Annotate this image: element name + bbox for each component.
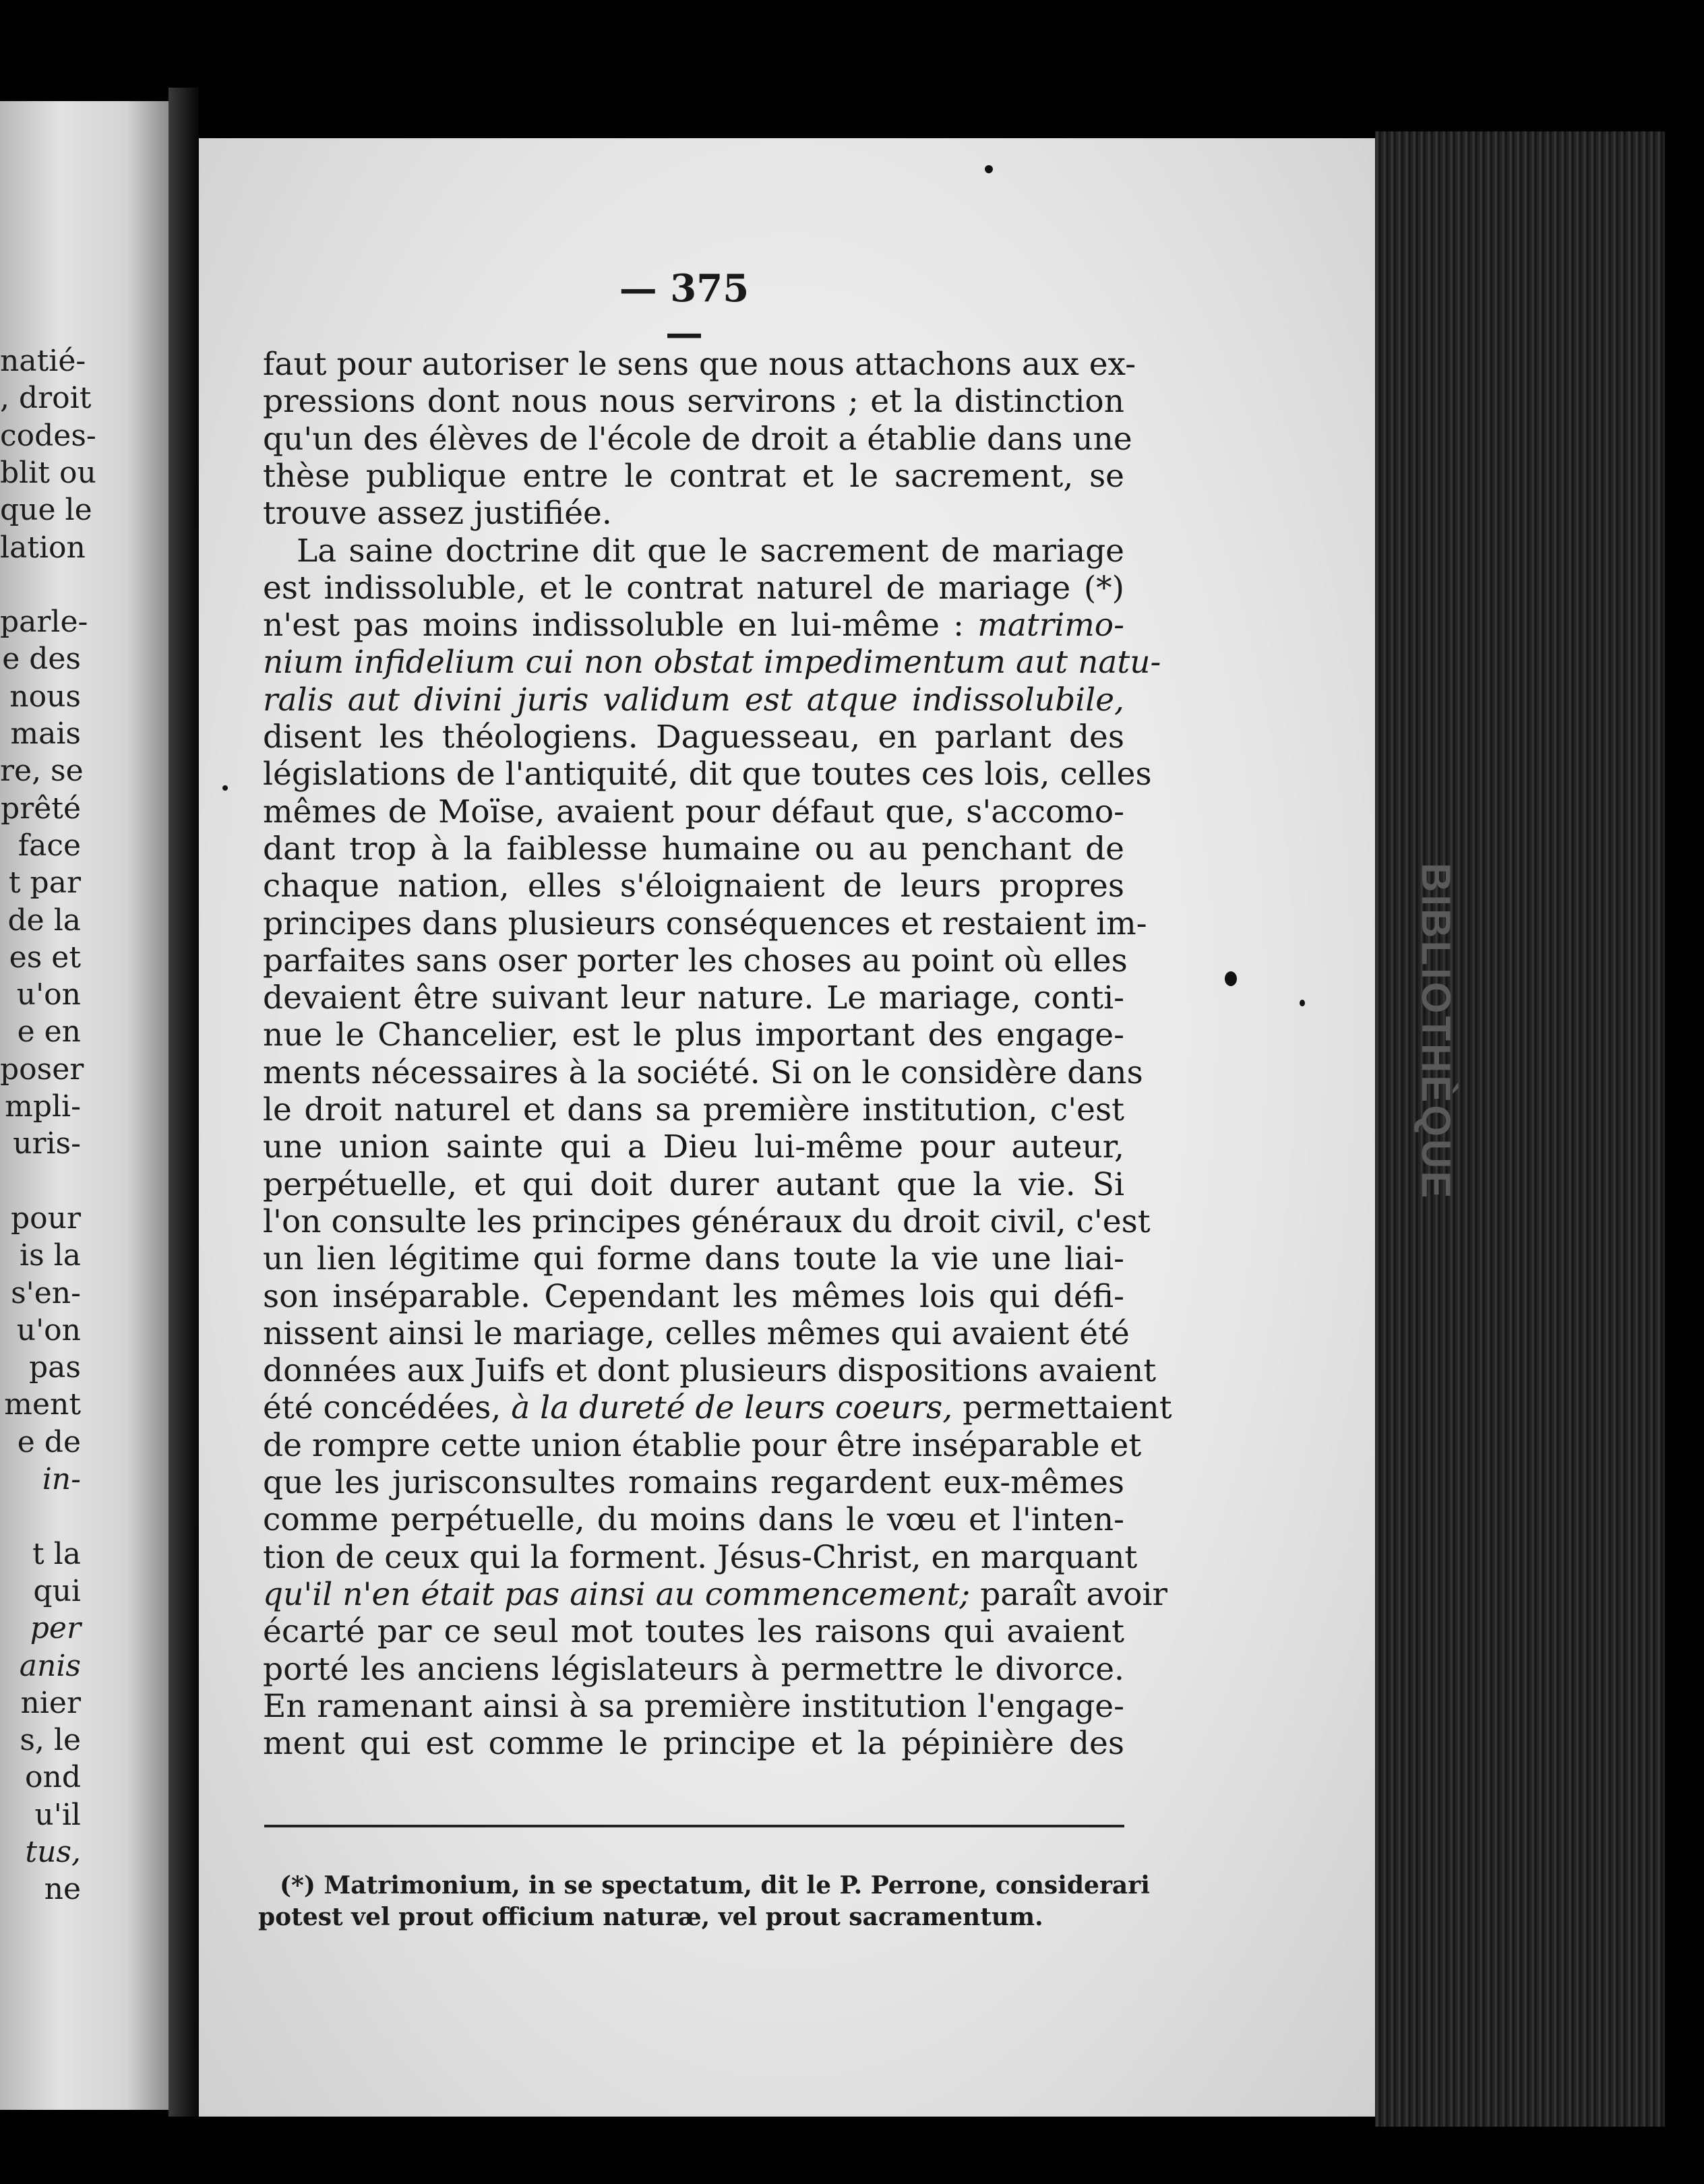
left-page-fragment-line: t par [8, 866, 81, 900]
body-line-italic: à la dureté de leurs coeurs, [511, 1389, 953, 1426]
left-page-fragment-line: codes- [0, 419, 96, 453]
left-page-fragment-line: parle- [0, 605, 88, 639]
left-page-fragment-line: t la [32, 1537, 81, 1571]
body-line [263, 606, 1124, 645]
left-page-fragment-line: es et [9, 940, 81, 975]
body-line: de rompre cette union établie pour être inséparable et [263, 1427, 1142, 1464]
body-line [263, 1389, 1172, 1428]
left-page-fragment-line: ne [44, 1872, 81, 1906]
body-line-text: permettaient [963, 1389, 1172, 1426]
body-line: trouve assez justifiée. [263, 495, 612, 532]
left-page-fragment-line: u'on [16, 1313, 81, 1347]
ink-speck [1225, 971, 1237, 986]
body-line: chaque nation, elles s'éloignaient de leurs propres [263, 868, 1124, 905]
footnote-rule [264, 1825, 1124, 1827]
left-page-fragment-line: s, le [20, 1723, 81, 1757]
body-line: son inséparable. Cependant les mêmes lois qui défi- [263, 1278, 1124, 1315]
body-line: tion de ceux qui la forment. Jésus-Christ, en marquant [263, 1539, 1138, 1576]
left-page-fragment-line: ond [25, 1760, 81, 1794]
body-line: ralis aut divini juris validum est atque indissolubile, [263, 681, 1124, 719]
left-page-fragment-line: e des [2, 642, 81, 676]
ink-speck [222, 785, 228, 791]
body-line-text: été concédées, [263, 1389, 501, 1426]
left-page-fragment-line: lation [0, 530, 86, 565]
left-page-fragment-line: e en [17, 1014, 81, 1049]
body-line: un lien légitime qui forme dans toute la vie une liai- [263, 1240, 1124, 1277]
body-line: le droit naturel et dans sa première institution, c'est [263, 1091, 1124, 1128]
left-page-fragment-line: re, se [0, 754, 84, 788]
body-line: pressions dont nous nous servirons ; et la distinction [263, 383, 1124, 420]
body-line: perpétuelle, et qui doit durer autant que la vie. Si [263, 1166, 1124, 1203]
body-line: que les jurisconsultes romains regardent eux-mêmes [263, 1464, 1124, 1501]
body-line-text: paraît avoir [980, 1576, 1168, 1613]
body-line: nissent ainsi le mariage, celles mêmes qui avaient été [263, 1315, 1130, 1352]
footnote-line: (*) Matrimonium, in se spectatum, dit le P. Perrone, considerari [280, 1871, 1150, 1900]
left-page-fragment-line: de la [7, 903, 81, 938]
page-gutter [169, 88, 199, 2117]
left-page-fragment-line: natié- [0, 344, 86, 378]
left-page-fragment-line: poser [0, 1052, 84, 1087]
left-page-fragment-line: e de [17, 1425, 81, 1459]
body-line-italic: matrimo- [977, 607, 1124, 644]
body-line: parfaites sans oser porter les choses au point où elles [263, 942, 1128, 979]
left-page-fragment-line: nous [9, 679, 81, 714]
left-page-fragment-line: blit ou [0, 456, 96, 490]
body-line: dant trop à la faiblesse humaine ou au penchant de [263, 830, 1124, 868]
body-line: ments nécessaires à la société. Si on le considère dans [263, 1054, 1143, 1091]
body-line: devaient être suivant leur nature. Le mariage, conti- [263, 979, 1124, 1017]
body-line: données aux Juifs et dont plusieurs dispositions avaient [263, 1352, 1157, 1389]
body-line: En ramenant ainsi à sa première institution l'engage- [263, 1688, 1124, 1725]
page-number: — 375 — [619, 266, 750, 355]
left-page-fragment-line: pas [29, 1350, 81, 1385]
left-page-fragment-line: u'on [16, 977, 81, 1012]
left-page-fragment-line: nier [20, 1686, 81, 1720]
left-page-fragment-line: s'en- [11, 1276, 81, 1310]
body-line: écarté par ce seul mot toutes les raisons qui avaient [263, 1613, 1124, 1650]
body-line: principes dans plusieurs conséquences et restaient im- [263, 905, 1147, 942]
ink-speck [985, 165, 993, 173]
body-line: disent les théologiens. Daguesseau, en parlant des [263, 719, 1124, 756]
left-page-fragment-line: u'il [34, 1798, 81, 1832]
left-page-fragment-line: anis [19, 1649, 81, 1683]
left-page-fragment-line: ment [4, 1387, 81, 1422]
left-page-fragment-line: in- [42, 1462, 81, 1496]
body-line: nium infidelium cui non obstat impedimentum aut natu- [263, 644, 1161, 681]
body-line: thèse publique entre le contrat et le sacrement, se [263, 458, 1124, 495]
body-line: faut pour autoriser le sens que nous attachons aux ex- [263, 346, 1136, 383]
left-page-fragment-line: , droit [0, 381, 92, 415]
left-page-fragment-line: mpli- [5, 1089, 81, 1124]
ink-speck [1300, 1000, 1305, 1006]
left-page-fragment-line: pour [10, 1201, 81, 1236]
left-page-fragment-line: face [18, 828, 81, 863]
library-stamp: BIBLIOTHÈQUE [1413, 863, 1459, 1201]
body-line: mêmes de Moïse, avaient pour défaut que, s'accomo- [263, 793, 1124, 830]
body-line: qu'un des élèves de l'école de droit a établie dans une [263, 421, 1132, 458]
left-page-fragment-line: is la [20, 1238, 81, 1273]
left-page-fragment-line: per [30, 1611, 81, 1645]
left-page-fragment-line: qui [33, 1574, 81, 1608]
body-line: La saine doctrine dit que le sacrement de mariage [297, 533, 1124, 570]
body-line-text: n'est pas moins indissoluble en lui-même : [263, 607, 965, 644]
body-line [263, 1575, 1168, 1614]
left-page-fragment-line: mais [10, 717, 81, 751]
body-line: ment qui est comme le principe et la pépinière des [263, 1725, 1124, 1762]
body-line: l'on consulte les principes généraux du droit civil, c'est [263, 1203, 1151, 1240]
left-page-fragment-line: uris- [13, 1126, 81, 1161]
body-line: une union sainte qui a Dieu lui-même pour auteur, [263, 1128, 1124, 1165]
left-page-fragment-line: prêté [1, 791, 81, 826]
footnote-line: potest vel prout officium naturæ, vel prout sacramentum. [258, 1903, 1043, 1931]
left-page-fragment-line: que le [0, 493, 92, 527]
body-line: comme perpétuelle, du moins dans le vœu et l'inten- [263, 1501, 1124, 1538]
body-line: porté les anciens législateurs à permettre le divorce. [263, 1651, 1124, 1688]
body-line: nue le Chancelier, est le plus important des engage- [263, 1017, 1124, 1054]
left-page-fragment-line: tus, [25, 1835, 81, 1869]
body-line: législations de l'antiquité, dit que toutes ces lois, celles [263, 756, 1152, 793]
body-line: est indissoluble, et le contrat naturel de mariage (*) [263, 570, 1124, 607]
body-line-italic: qu'il n'en était pas ainsi au commencement; [263, 1576, 971, 1613]
